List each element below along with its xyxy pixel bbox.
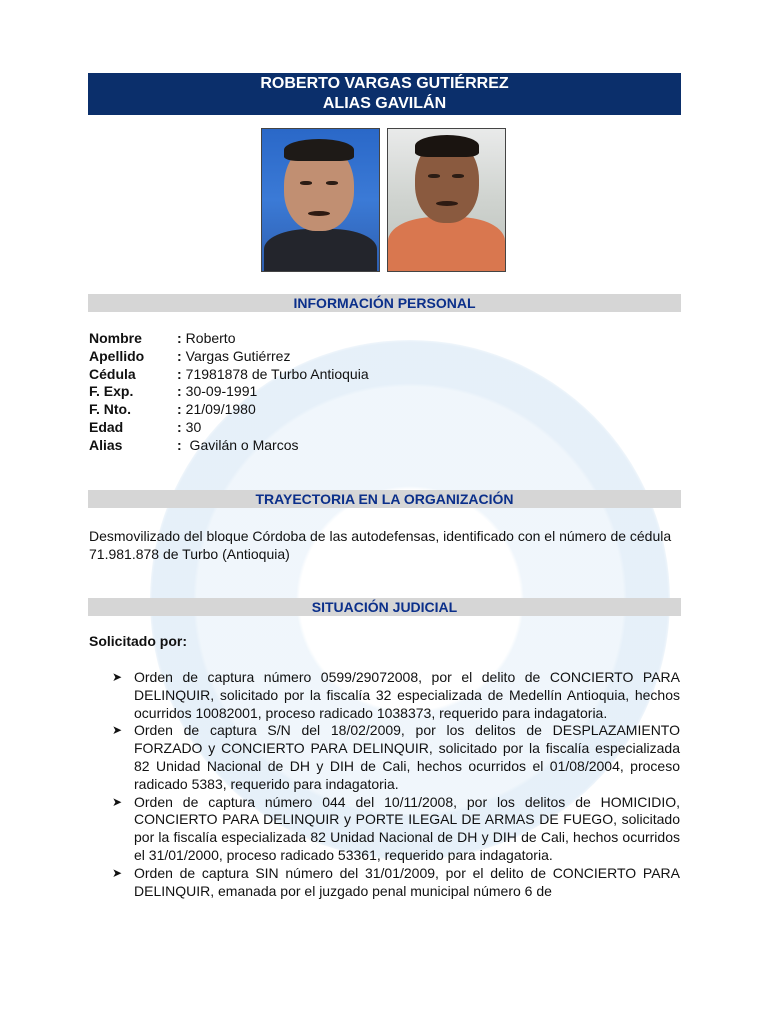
list-item [112, 722, 680, 793]
section-personal-info-header: INFORMACIÓN PERSONAL [88, 294, 681, 312]
info-value: 30 [185, 418, 202, 435]
info-row-fecha-nacimiento: F. Nto. : 21/09/1980 [89, 401, 256, 418]
arrow-bullet-icon: ➤ [112, 794, 123, 809]
info-label: Nombre [89, 330, 142, 346]
info-value: 21/09/1980 [185, 401, 256, 418]
order-text: Orden de captura S/N del 18/02/2009, por los delitos de DESPLAZAMIENTO FORZADO y CONCIERTO PARA DELINQUIR, solicitado por la fiscalía especializada 82 Unidad Nacional de DH y DIH de Cali, hechos ocurridos el 01/08/2004, proceso radicado 5383, requerido para indagatoria. [134, 722, 680, 792]
person-alias: ALIAS GAVILÁN [322, 95, 447, 112]
arrow-bullet-icon: ➤ [112, 670, 123, 684]
title-banner [88, 73, 681, 115]
trajectory-paragraph: Desmovilizado del bloque Córdoba de las autodefensas, identificado con el número de cédula 71.981.878 de Turbo (Antioquia) [89, 528, 672, 562]
arrow-bullet-icon: ➤ [112, 723, 123, 738]
info-row-alias: Alias : Gavilán o Marcos [89, 436, 299, 453]
list-item [112, 865, 680, 901]
list-item [112, 794, 680, 865]
info-value: Gavilán o Marcos [185, 436, 299, 453]
list-item [112, 669, 680, 722]
info-label: F. Exp. [89, 383, 134, 400]
info-row-edad: Edad : 30 [89, 418, 202, 435]
section-judicial-header: SITUACIÓN JUDICIAL [88, 598, 681, 616]
info-value: 30-09-1991 [185, 383, 258, 400]
info-value: Vargas Gutiérrez [185, 347, 291, 364]
arrow-bullet-icon: ➤ [112, 865, 123, 880]
info-label: F. Nto. [89, 401, 131, 418]
info-label: Alias [89, 436, 123, 453]
order-text: Orden de captura número 0599/29072008, por el delito de CONCIERTO PARA DELINQUIR, solicitado por la fiscalía 32 especializada de Medellín Antioquia, hechos ocurridos 10082001, proceso radicado 1038373, requerido para indagatoria. [134, 669, 680, 721]
capture-orders-list [112, 669, 680, 900]
mugshot-photo-1 [261, 128, 380, 272]
info-value: 71981878 de Turbo Antioquia [185, 365, 369, 382]
info-row-apellido: Apellido : Vargas Gutiérrez [89, 347, 291, 364]
mugshot-photo-2 [387, 128, 506, 272]
person-name: ROBERTO VARGAS GUTIÉRREZ [260, 75, 509, 92]
info-row-fecha-expedicion: F. Exp. : 30-09-1991 [89, 383, 258, 400]
order-text: Orden de captura número 044 del 10/11/2008, por los delitos de HOMICIDIO, CONCIERTO PARA DELINQUIR y PORTE ILEGAL DE ARMAS DE FUEGO, solicitado por la fiscalía especializada 82 Unidad Nacional de DH y DIH de Cali, hechos ocurridos el 31/01/2000, proceso radicado 53361, requerido para indagatoria. [134, 793, 680, 863]
info-value: Roberto [185, 330, 236, 346]
personal-info-table [89, 330, 369, 455]
info-row-nombre: Nombre : Roberto [89, 330, 236, 346]
info-label: Edad [89, 418, 124, 435]
info-label: Apellido [89, 347, 145, 364]
order-text: Orden de captura SIN número del 31/01/2009, por el delito de CONCIERTO PARA DELINQUIR, emanada por el juzgado penal municipal número 6 de [134, 864, 680, 899]
requested-by-label: Solicitado por: [89, 633, 187, 649]
info-label: Cédula [89, 365, 136, 382]
info-row-cedula: Cédula : 71981878 de Turbo Antioquia [89, 365, 369, 382]
section-trajectory-header: TRAYECTORIA EN LA ORGANIZACIÓN [88, 490, 681, 508]
